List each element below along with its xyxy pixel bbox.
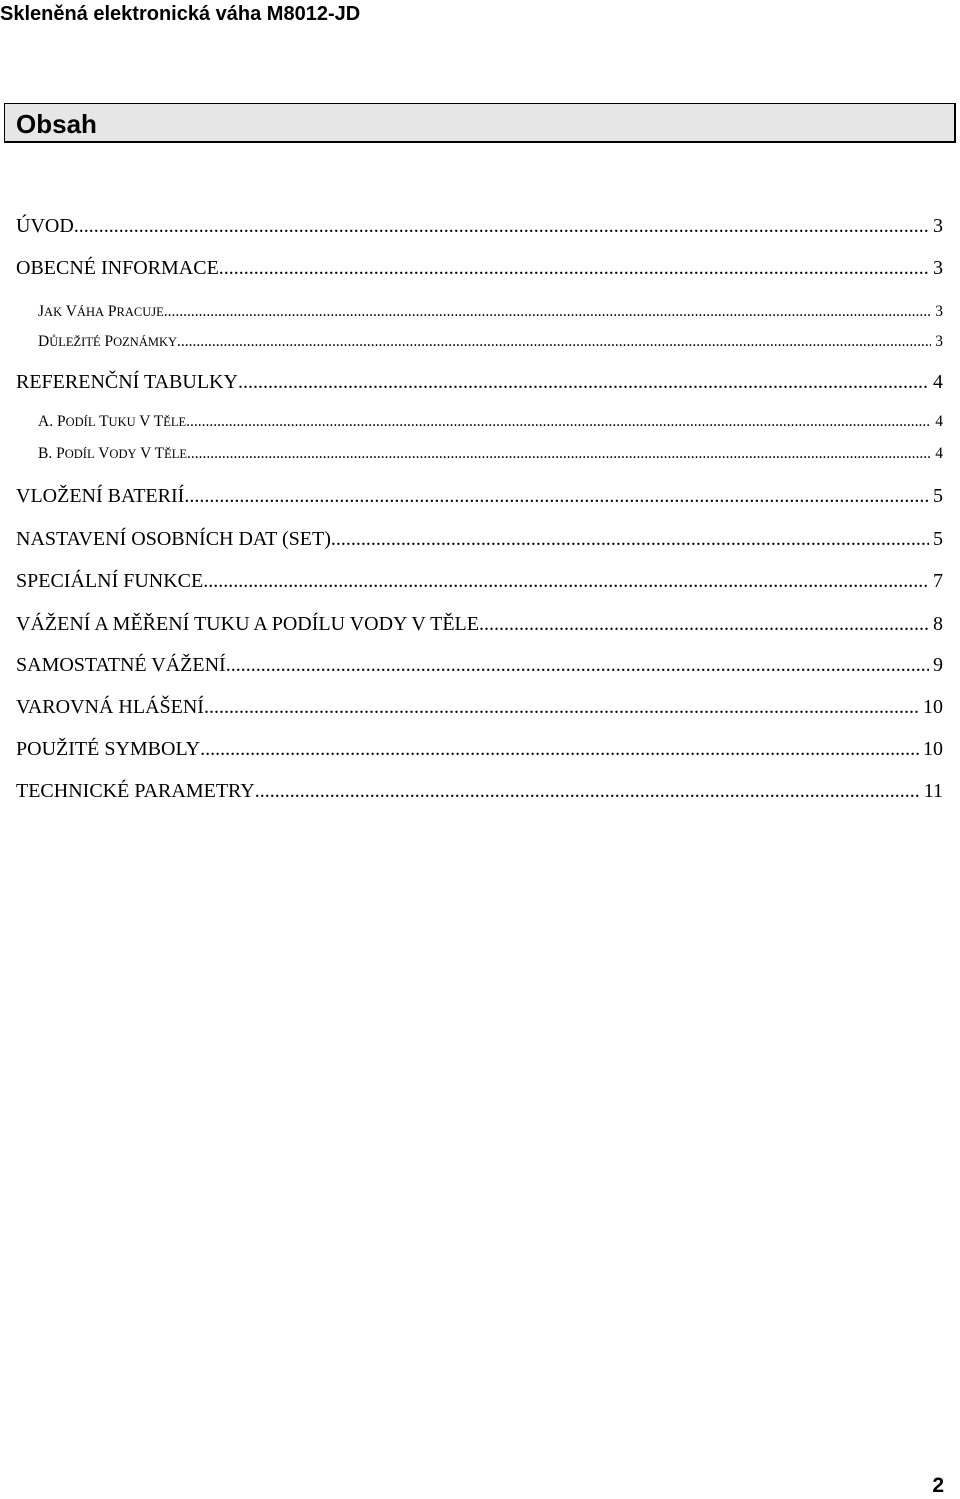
toc-entry-page: 5 bbox=[933, 528, 943, 550]
toc-entry[interactable] bbox=[16, 214, 943, 238]
toc-entry-page: 3 bbox=[933, 215, 943, 237]
toc-subentry[interactable] bbox=[38, 332, 943, 352]
toc-dot-leader bbox=[200, 737, 919, 761]
toc-dot-leader bbox=[238, 370, 929, 394]
toc-dot-leader bbox=[479, 612, 929, 636]
toc-entry-page: 4 bbox=[933, 371, 943, 393]
toc-entry[interactable] bbox=[16, 569, 943, 593]
toc-entry-label: OBECNÉ INFORMACE bbox=[16, 257, 219, 279]
toc-dot-leader bbox=[204, 695, 919, 719]
toc-entry-page: 4 bbox=[935, 413, 943, 430]
toc-entry-label: JAK VÁHA PRACUJE bbox=[38, 303, 164, 320]
toc-dot-leader bbox=[184, 484, 929, 508]
toc-dot-leader bbox=[226, 653, 929, 677]
toc-dot-leader bbox=[203, 569, 929, 593]
toc-entry[interactable] bbox=[16, 484, 943, 508]
toc-entry-label: B. PODÍL VODY V TĚLE bbox=[38, 445, 188, 462]
toc-entry-page: 8 bbox=[933, 613, 943, 635]
toc-entry[interactable] bbox=[16, 779, 943, 803]
toc-dot-leader bbox=[219, 256, 929, 280]
section-header-title: Obsah bbox=[16, 109, 97, 139]
toc-entry-label: POUŽITÉ SYMBOLY bbox=[16, 738, 201, 760]
toc-entry-label: A. PODÍL TUKU V TĚLE bbox=[38, 413, 187, 430]
page-number: 2 bbox=[932, 1474, 944, 1497]
toc-entry-page: 3 bbox=[933, 257, 943, 279]
toc-entry-page: 4 bbox=[935, 445, 943, 462]
toc-entry[interactable] bbox=[16, 653, 943, 677]
toc-entry-label: VLOŽENÍ BATERIÍ bbox=[16, 485, 185, 507]
toc-entry-label: SAMOSTATNÉ VÁŽENÍ bbox=[16, 654, 226, 676]
toc-entry-label: ÚVOD bbox=[16, 215, 74, 237]
toc-entry-page: 10 bbox=[923, 738, 943, 760]
toc-subentry[interactable] bbox=[38, 444, 943, 464]
toc-dot-leader bbox=[74, 214, 929, 238]
toc-entry-label: SPECIÁLNÍ FUNKCE bbox=[16, 570, 204, 592]
toc-entry[interactable] bbox=[16, 256, 943, 280]
toc-entry[interactable] bbox=[16, 737, 943, 761]
toc-entry-label: VAROVNÁ HLÁŠENÍ bbox=[16, 696, 204, 718]
toc-dot-leader bbox=[331, 527, 929, 551]
document-title: Skleněná elektronická váha M8012-JD bbox=[0, 3, 361, 25]
toc-entry-page: 10 bbox=[923, 696, 943, 718]
toc-dot-leader bbox=[177, 332, 931, 352]
toc-subentry[interactable] bbox=[38, 302, 943, 322]
toc-entry[interactable] bbox=[16, 695, 943, 719]
toc-dot-leader bbox=[255, 779, 920, 803]
toc-entry[interactable] bbox=[16, 370, 943, 394]
toc-entry-label: DŮLEŽITÉ POZNÁMKY bbox=[38, 333, 178, 350]
toc-entry-page: 9 bbox=[933, 654, 943, 676]
toc-entry-page: 3 bbox=[935, 333, 943, 350]
toc-entry-label: REFERENČNÍ TABULKY bbox=[16, 371, 238, 393]
toc-entry-label: NASTAVENÍ OSOBNÍCH DAT (SET) bbox=[16, 528, 331, 550]
toc-dot-leader bbox=[186, 412, 931, 432]
toc-entry[interactable] bbox=[16, 527, 943, 551]
toc-entry-page: 5 bbox=[933, 485, 943, 507]
toc-entry-page: 7 bbox=[933, 570, 943, 592]
toc-subentry[interactable] bbox=[38, 412, 943, 432]
toc-entry-label: VÁŽENÍ A MĚŘENÍ TUKU A PODÍLU VODY V TĚLE bbox=[16, 613, 479, 635]
toc-dot-leader bbox=[164, 302, 931, 322]
toc-entry-page: 11 bbox=[923, 780, 943, 802]
toc-entry-page: 3 bbox=[935, 303, 943, 320]
toc-entry-label: TECHNICKÉ PARAMETRY bbox=[16, 780, 255, 802]
toc-dot-leader bbox=[187, 444, 931, 464]
toc-entry[interactable] bbox=[16, 612, 943, 636]
